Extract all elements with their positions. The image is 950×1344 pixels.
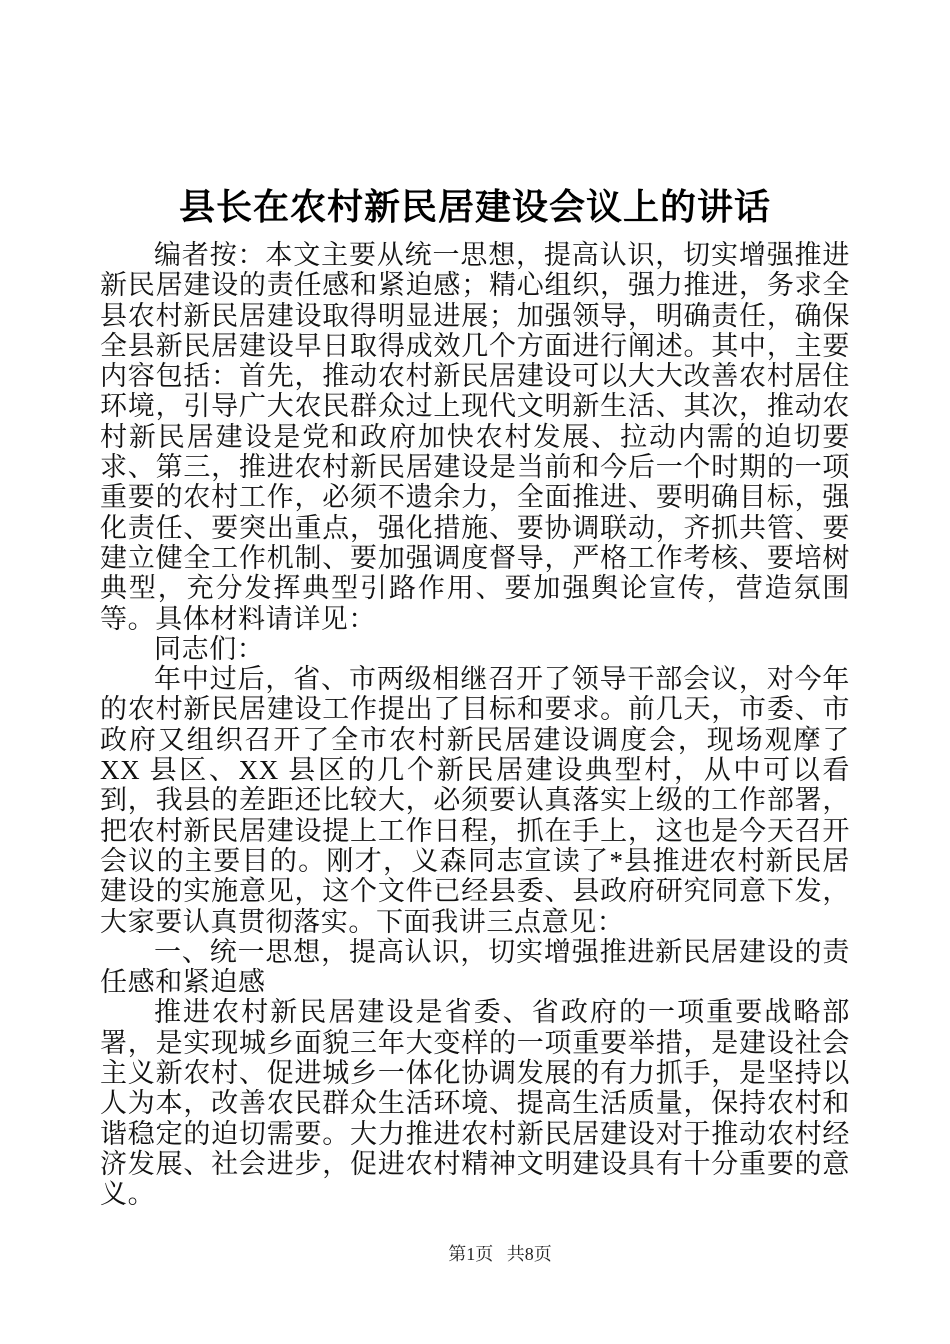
paragraph-salutation: 同志们： <box>154 633 265 664</box>
document-body <box>100 240 850 1210</box>
paragraph-intro: 年中过后，省、市两级相继召开了领导干部会议，对今年的农村新民居建设工作提出了目标和要求。前几天，市委、市政府又组织召开了全市农村新民居建设调度会，现场观摩了 XX 县区、XX 县区的几个新民居建设典型村，从中可以看到，我县的差距还比较大，必须要认真落实上级的工作部署，把农村新民居建设提上工作日程，抓在手上，这也是今天召开会议的主要目的。刚才，义森同志宣读了*县推进农村新民居建设的实施意见，这个文件已经县委、县政府研究同意下发，大家要认真贯彻落实。下面我讲三点意见： <box>100 664 850 937</box>
document-content <box>100 184 850 1210</box>
paragraph-section-body: 推进农村新民居建设是省委、省政府的一项重要战略部署，是实现城乡面貌三年大变样的一项重要举措，是建设社会主义新农村、促进城乡一体化协调发展的有力抓手，是坚持以人为本，改善农民群众生活环境、提高生活质量，保持农村和谐稳定的迫切需要。大力推进农村新民居建设对于推动农村经济发展、社会进步，促进农村精神文明建设具有十分重要的意义。 <box>100 997 850 1210</box>
page-number-current: 第1页 <box>448 1244 494 1264</box>
paragraph-editor-note: 编者按：本文主要从统一思想，提高认识，切实增强推进新民居建设的责任感和紧迫感；精心组织，强力推进，务求全县农村新民居建设取得明显进展；加强领导，明确责任，确保全县新民居建设早日取得成效几个方面进行阐述。其中，主要内容包括：首先，推动农村新民居建设可以大大改善农村居住环境，引导广大农民群众过上现代文明新生活、其次，推动农村新民居建设是党和政府加快农村发展、拉动内需的迫切要求、第三，推进农村新民居建设是当前和今后一个时期的一项重要的农村工作，必须不遗余力，全面推进、要明确目标，强化责任、要突出重点，强化措施、要协调联动，齐抓共管、要建立健全工作机制、要加强调度督导，严格工作考核、要培树典型，充分发挥典型引路作用、要加强舆论宣传，营造氛围等。具体材料请详见： <box>100 240 850 634</box>
page-count-total: 共8页 <box>506 1244 552 1264</box>
paragraph-section-heading: 一、统一思想，提高认识，切实增强推进新民居建设的责任感和紧迫感 <box>100 936 850 998</box>
page-footer <box>25 1240 950 1266</box>
document-title: 县长在农村新民居建设会议上的讲话 <box>178 187 771 227</box>
